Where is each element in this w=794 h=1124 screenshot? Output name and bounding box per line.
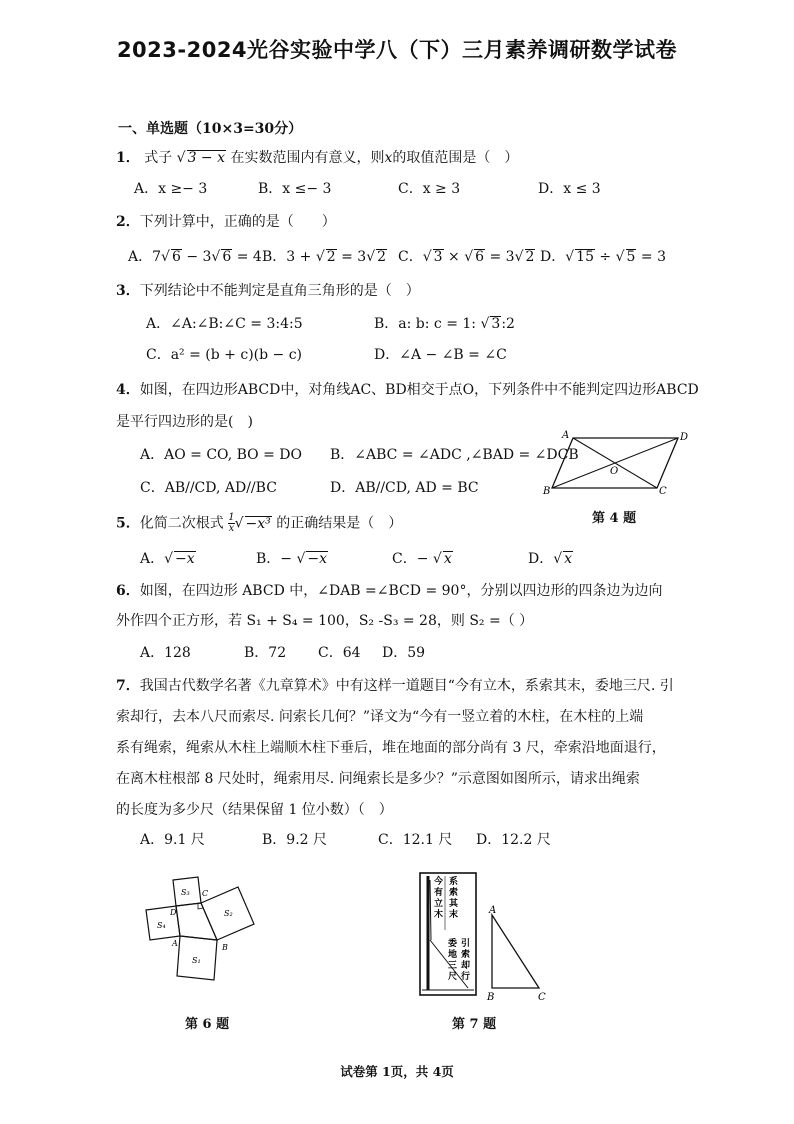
option-text: = 4	[232, 249, 262, 265]
fig-text-2b: 索	[449, 888, 459, 898]
question-number: 4．	[116, 382, 140, 398]
option-c: C．64	[318, 645, 361, 661]
radicand: x	[443, 551, 452, 567]
stem-text: 我国古代数学名著《九章算术》中有这样一道题目“今有立木，系索其末，委地三尺. 引	[139, 678, 674, 694]
label-a: A	[562, 430, 570, 441]
question-number: 2．	[116, 214, 140, 230]
label-s1: S₁	[192, 956, 201, 965]
option-d: D．12.2 尺	[476, 832, 551, 848]
sqrt-symbol: √	[234, 515, 244, 532]
radicand: 3	[491, 316, 501, 332]
option-text: B．a: b: c = 1:	[374, 316, 481, 332]
question-4-line-2: 是平行四边形的是( )	[116, 414, 253, 430]
option-text: ×	[443, 249, 465, 265]
option-c: C．AB//CD, AD//BC	[140, 480, 277, 496]
question-7-line-3: 系有绳索，绳索从木柱上端顺木柱下垂后，堆在地面的部分尚有 3 尺，牵索沿地面退行，	[116, 740, 666, 756]
stem-text: 的正确结果是（ ）	[276, 515, 403, 532]
question-4	[116, 381, 699, 399]
fig-text-3a: 委	[448, 939, 458, 949]
fig-text-1a: 今	[434, 877, 444, 887]
sqrt-symbol: √	[161, 249, 170, 265]
label-c: C	[202, 889, 209, 898]
radicand: 3 − x	[187, 150, 226, 166]
radicand: 6	[475, 249, 485, 265]
sqrt-symbol: √	[366, 249, 376, 265]
fig-text-2c: 其	[449, 899, 459, 909]
label-b: B	[487, 992, 495, 1003]
sqrt-symbol: √	[164, 551, 174, 567]
page-title: 2023-2024光谷实验中学八（下）三月素养调研数学试卷	[116, 38, 678, 62]
radicand: −x	[307, 551, 328, 567]
fig-text-3d: 尺	[448, 972, 458, 982]
question-5	[116, 513, 402, 534]
q4-parallelogram-figure	[540, 428, 690, 498]
option-text: ÷	[594, 249, 616, 265]
question-7	[116, 677, 674, 695]
option-text: B．−	[256, 551, 297, 567]
option-text: − 3	[181, 249, 212, 265]
quadrilateral-abcd	[176, 903, 217, 940]
stem-text: 如图，在四边形ABCD中，对角线AC、BD相交于点O，下列条件中不能判定四边形ABCD	[139, 382, 699, 398]
figure-4-caption: 第 4 题	[592, 511, 637, 526]
stem-text: 下列结论中不能判定是直角三角形的是（ ）	[139, 283, 420, 299]
question-7-line-2: 索却行，去本八尺而索尽. 问索长几何？”译文为“今有一竖立着的木柱，在木柱的上端	[116, 709, 644, 725]
fig-text-2d: 末	[449, 910, 459, 920]
variable: x	[384, 150, 393, 166]
page-footer: 试卷第 1页，共 4页	[340, 1064, 454, 1079]
option-c	[398, 248, 535, 266]
sqrt-symbol: √	[176, 150, 186, 166]
sqrt-symbol: √	[565, 249, 575, 265]
q7-ancient-illustration	[418, 870, 480, 1000]
fig-text-1b: 有	[434, 888, 444, 898]
stem-text: 式子	[144, 150, 173, 166]
stem-text: 如图，在四边形 ABCD 中，∠DAB =∠BCD = 90°，分别以四边形的四条边为边向	[139, 583, 663, 599]
question-number: 6．	[116, 583, 140, 599]
fig-text-4b: 索	[461, 950, 471, 960]
option-d: D．59	[382, 645, 426, 661]
option-c: C．a² = (b + c)(b − c)	[146, 347, 303, 363]
question-number: 5．	[116, 515, 140, 532]
radicand: 2	[326, 249, 336, 265]
label-a: A	[172, 939, 178, 948]
question-3	[116, 282, 420, 300]
option-text: D．	[540, 249, 566, 265]
radicand: 2	[525, 249, 535, 265]
option-text: D．	[528, 551, 554, 567]
option-d	[528, 550, 573, 568]
sqrt-symbol: √	[615, 249, 625, 265]
sqrt-symbol: √	[432, 551, 442, 567]
label-d: D	[170, 908, 177, 917]
figure-7-caption: 第 7 题	[452, 1017, 497, 1032]
radicand: x	[564, 551, 573, 567]
question-6	[116, 582, 662, 600]
option-text: A．	[140, 551, 165, 567]
option-text: = 3	[336, 249, 367, 265]
label-o: O	[610, 466, 619, 477]
fraction-denominator: x	[228, 523, 235, 534]
fraction-numerator: 1	[228, 512, 235, 523]
radicand: −x	[175, 551, 195, 567]
option-c	[392, 550, 453, 568]
diagonal-bd	[552, 438, 678, 488]
radicand: 2	[377, 249, 387, 265]
sqrt-symbol: √	[211, 249, 221, 265]
option-a: A．128	[140, 645, 191, 661]
label-b: B	[222, 943, 228, 952]
option-b	[256, 550, 328, 568]
option-a: A．9.1 尺	[140, 832, 205, 848]
fig-text-3b: 地	[448, 950, 458, 960]
label-c: C	[538, 992, 546, 1003]
stem-text: 化简二次根式	[139, 515, 224, 532]
label-a: A	[489, 905, 497, 916]
fig-text-4a: 引	[461, 939, 471, 949]
radicand: 5	[626, 249, 636, 265]
option-c: C．12.1 尺	[378, 832, 453, 848]
option-text: = 3	[636, 249, 667, 265]
label-s2: S₂	[224, 909, 233, 918]
option-a	[140, 550, 196, 568]
option-a: A．∠A:∠B:∠C = 3:4:5	[146, 316, 303, 332]
option-c: C．x ≥ 3	[398, 181, 461, 197]
option-b: B．72	[244, 645, 287, 661]
question-number: 3．	[116, 283, 140, 299]
fig-text-1d: 木	[434, 910, 444, 920]
label-b: B	[543, 486, 551, 497]
question-number: 1．	[116, 150, 140, 166]
q7-triangle-figure	[484, 905, 554, 1005]
fig-text-1c: 立	[434, 899, 444, 909]
right-triangle	[492, 915, 539, 988]
option-b: B．9.2 尺	[262, 832, 328, 848]
sqrt-symbol: √	[315, 249, 325, 265]
option-text: A．7	[128, 249, 162, 265]
radicand: 15	[576, 249, 594, 265]
option-d	[540, 248, 666, 266]
question-7-line-4: 在离木柱根部 8 尺处时，绳索用尽. 问绳索长是多少？”示意图如图所示，请求出绳索	[116, 771, 640, 787]
option-d: D．x ≤ 3	[538, 181, 601, 197]
sqrt-symbol: √	[464, 249, 474, 265]
option-text: :2	[501, 316, 515, 332]
label-s3: S₃	[181, 888, 190, 897]
sqrt-symbol: √	[553, 551, 563, 567]
stem-text: 在实数范围内有意义，则	[230, 150, 385, 166]
q6-squares-figure	[140, 870, 280, 995]
question-2	[116, 213, 336, 231]
label-c: C	[659, 486, 667, 497]
sqrt-symbol: √	[296, 551, 306, 567]
stem-text: 的取值范围是（ ）	[392, 150, 519, 166]
fig-text-4c: 却	[461, 961, 471, 971]
option-text: C．−	[392, 551, 433, 567]
radicand: −x³	[245, 515, 271, 532]
option-text: = 3	[485, 249, 515, 265]
fig-text-3c: 三	[448, 961, 458, 971]
question-number: 7．	[116, 678, 140, 694]
option-a: A．AO = CO, BO = DO	[140, 447, 302, 463]
question-1	[116, 149, 518, 167]
radicand: 3	[433, 249, 443, 265]
sqrt-symbol: √	[480, 316, 490, 332]
question-7-line-5: 的长度为多少尺（结果保留 1 位小数）（ ）	[116, 802, 393, 818]
rope-hanging	[430, 880, 431, 940]
stem-text: 下列计算中，正确的是（ ）	[139, 214, 336, 230]
radicand: 6	[222, 249, 232, 265]
option-d: D．∠A − ∠B = ∠C	[374, 347, 507, 363]
option-a: A．x ≥− 3	[134, 181, 208, 197]
fig-text-4d: 行	[461, 972, 471, 982]
fig-text-2a: 系	[449, 877, 459, 887]
question-6-line-2: 外作四个正方形，若 S₁ + S₄ = 100，S₂ -S₃ = 28，则 S₂ =（ ）	[116, 613, 534, 629]
section-heading: 一、单选题（10×3=30分）	[118, 121, 303, 137]
sqrt-symbol: √	[422, 249, 432, 265]
option-b: B．x ≤− 3	[258, 181, 332, 197]
option-b	[374, 315, 515, 333]
option-d: D．AB//CD, AD = BC	[330, 480, 479, 496]
label-d: D	[680, 432, 689, 443]
sqrt-symbol: √	[514, 249, 524, 265]
figure-6-caption: 第 6 题	[185, 1017, 230, 1032]
label-s4: S₄	[157, 921, 166, 930]
option-a	[128, 248, 262, 266]
option-text: B．3 +	[262, 249, 316, 265]
option-b: B．∠ABC = ∠ADC ,∠BAD = ∠DCB	[330, 447, 579, 463]
radicand: 6	[171, 249, 181, 265]
option-text: C．	[398, 249, 423, 265]
option-b	[262, 248, 387, 266]
